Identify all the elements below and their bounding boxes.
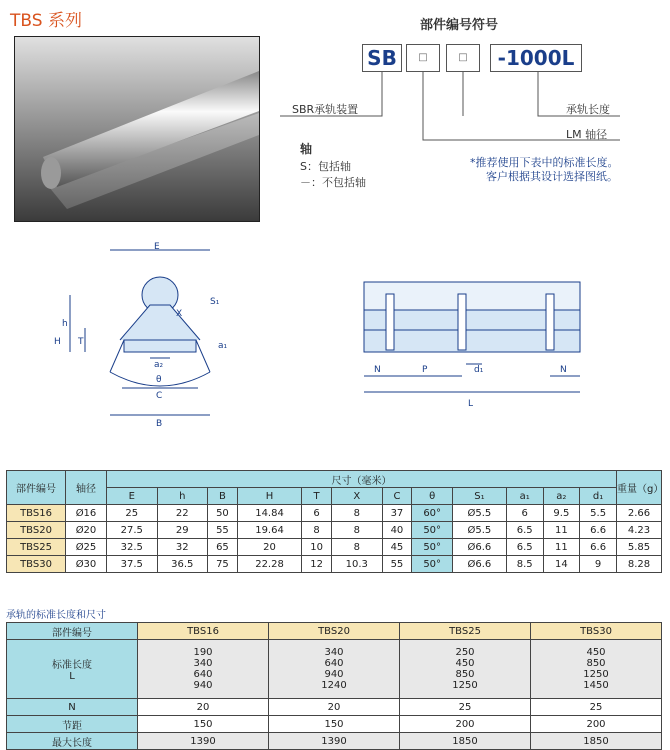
cell-value: 50° — [412, 539, 453, 556]
cell-value: 8 — [332, 522, 383, 539]
cell-value: 11 — [543, 522, 580, 539]
std-label-L: L — [69, 671, 75, 682]
th-col: a₁ — [506, 488, 543, 505]
code-heading: 部件编号符号 — [420, 18, 499, 33]
cell-value: 45 — [382, 539, 412, 556]
t2-std-value: 450 — [586, 647, 606, 658]
cell-axis: Ø20 — [66, 522, 107, 539]
t2-std-value: 190 — [193, 647, 213, 658]
t2-pitch-label: 节距 — [7, 716, 138, 733]
cell-value: 8 — [332, 505, 383, 522]
t2-std-value: 1450 — [583, 680, 609, 691]
t2-std-value: 640 — [193, 669, 213, 680]
cell-value: 19.64 — [237, 522, 301, 539]
t2-std-value: 450 — [455, 658, 475, 669]
t2-std-value: 1240 — [321, 680, 347, 691]
cell-value: Ø6.6 — [453, 556, 507, 573]
t2-std-value: 940 — [324, 669, 344, 680]
t2-std-cell — [531, 640, 662, 699]
th-col: h — [157, 488, 208, 505]
cell-value: 14.84 — [237, 505, 301, 522]
cell-value: 9 — [580, 556, 617, 573]
t2-std-value: 1250 — [583, 669, 609, 680]
cell-weight: 2.66 — [617, 505, 662, 522]
axis-title: 轴 — [300, 142, 313, 156]
dim-N-left: N — [374, 365, 381, 375]
cell-weight: 8.28 — [617, 556, 662, 573]
dim-L: L — [468, 399, 474, 409]
cell-value: 65 — [208, 539, 238, 556]
cell-value: 40 — [382, 522, 412, 539]
t2-max: 1850 — [400, 733, 531, 750]
th-col: T — [302, 488, 332, 505]
cell-value: 6.6 — [580, 539, 617, 556]
cell-value: 32 — [157, 539, 208, 556]
cell-value: 11 — [543, 539, 580, 556]
th-axis: 轴径 — [66, 471, 107, 505]
th-col: B — [208, 488, 238, 505]
cell-value: 27.5 — [107, 522, 158, 539]
cell-part: TBS20 — [7, 522, 66, 539]
th-col: H — [237, 488, 301, 505]
cell-weight: 4.23 — [617, 522, 662, 539]
page-title: TBS 系列 — [10, 11, 82, 31]
t2-std-cell — [138, 640, 269, 699]
cell-value: Ø5.5 — [453, 522, 507, 539]
note-2: 客户根据其设计选择图纸。 — [486, 170, 618, 183]
length-label: 承轨长度 — [566, 103, 610, 116]
cell-value: 6.6 — [580, 522, 617, 539]
cell-value: 10 — [302, 539, 332, 556]
th-dims: 尺寸（毫米） — [107, 471, 617, 488]
cell-value: 37.5 — [107, 556, 158, 573]
t2-max: 1850 — [531, 733, 662, 750]
cell-value: 55 — [382, 556, 412, 573]
th-col: X — [332, 488, 383, 505]
cell-value: 50 — [208, 505, 238, 522]
dim-S1: S₁ — [210, 297, 220, 307]
cell-value: 60° — [412, 505, 453, 522]
dim-d1: d₁ — [474, 365, 484, 375]
cell-value: 6 — [302, 505, 332, 522]
dim-C: C — [156, 391, 163, 401]
code-box-2: □ — [446, 44, 480, 72]
cell-value: 10.3 — [332, 556, 383, 573]
cell-value: 22 — [157, 505, 208, 522]
t2-std-value: 340 — [324, 647, 344, 658]
t2-std-value: 340 — [193, 658, 213, 669]
cell-value: 8.5 — [506, 556, 543, 573]
cell-value: 8 — [332, 539, 383, 556]
std-label-text: 标准长度 — [52, 660, 92, 671]
t2-pitch: 200 — [400, 716, 531, 733]
t2-std-cell — [400, 640, 531, 699]
cell-value: 36.5 — [157, 556, 208, 573]
dim-H: H — [54, 337, 61, 347]
t2-model: TBS25 — [400, 623, 531, 640]
dim-E: E — [154, 242, 160, 252]
t2-std-value: 850 — [586, 658, 606, 669]
cell-value: 50° — [412, 556, 453, 573]
dim-N-right: N — [560, 365, 567, 375]
t2-std-value: 640 — [324, 658, 344, 669]
dim-theta: θ — [156, 375, 162, 385]
cell-value: 8 — [302, 522, 332, 539]
dim-P: P — [422, 365, 428, 375]
axis-include: S：包括轴 — [300, 160, 351, 173]
cell-value: 37 — [382, 505, 412, 522]
th-col: d₁ — [580, 488, 617, 505]
dimension-table — [6, 470, 662, 573]
t2-std-value: 1250 — [452, 680, 478, 691]
t2-std-value: 250 — [455, 647, 475, 658]
t2-n: 25 — [531, 699, 662, 716]
t2-pitch: 200 — [531, 716, 662, 733]
dim-X: X — [176, 309, 183, 319]
cell-value: 6 — [506, 505, 543, 522]
cell-value: 6.5 — [506, 539, 543, 556]
cell-value: 5.5 — [580, 505, 617, 522]
t2-th-part: 部件编号 — [7, 623, 138, 640]
cell-value: 6.5 — [506, 522, 543, 539]
th-col: a₂ — [543, 488, 580, 505]
length-table — [6, 622, 662, 750]
cell-weight: 5.85 — [617, 539, 662, 556]
cell-part: TBS30 — [7, 556, 66, 573]
cell-axis: Ø25 — [66, 539, 107, 556]
t2-model: TBS30 — [531, 623, 662, 640]
table-row — [7, 505, 662, 522]
cell-value: 75 — [208, 556, 238, 573]
th-col: C — [382, 488, 412, 505]
lm-label: LM 轴径 — [566, 128, 608, 141]
sbr-label: SBR承轨装置 — [292, 103, 359, 116]
cell-value: 12 — [302, 556, 332, 573]
cell-value: 14 — [543, 556, 580, 573]
table-row — [7, 539, 662, 556]
table-row — [7, 556, 662, 573]
cell-value: 29 — [157, 522, 208, 539]
t2-std-value: 940 — [193, 680, 213, 691]
note-1: *推荐使用下表中的标准长度。 — [470, 156, 619, 169]
t2-model: TBS20 — [269, 623, 400, 640]
side-view-diagram — [356, 270, 586, 420]
t2-max: 1390 — [269, 733, 400, 750]
th-col: S₁ — [453, 488, 507, 505]
cell-value: 25 — [107, 505, 158, 522]
cell-value: 20 — [237, 539, 301, 556]
cell-value: 9.5 — [543, 505, 580, 522]
dim-h: h — [62, 319, 68, 329]
rail-image — [15, 37, 259, 221]
cell-axis: Ø16 — [66, 505, 107, 522]
section-title: 承轨的标准长度和尺寸 — [6, 610, 106, 621]
t2-n: 20 — [269, 699, 400, 716]
t2-std-value: 850 — [455, 669, 475, 680]
t2-n: 20 — [138, 699, 269, 716]
t2-n-label: N — [7, 699, 138, 716]
cell-axis: Ø30 — [66, 556, 107, 573]
dim-a1: a₁ — [218, 341, 228, 351]
t2-pitch: 150 — [138, 716, 269, 733]
axis-exclude: －：不包括轴 — [300, 176, 366, 189]
th-col: E — [107, 488, 158, 505]
th-weight: 重量（g） — [617, 471, 662, 505]
dim-T: T — [78, 337, 84, 347]
t2-model: TBS16 — [138, 623, 269, 640]
dim-a2: a₂ — [154, 360, 164, 370]
table-row — [7, 522, 662, 539]
t2-pitch: 150 — [269, 716, 400, 733]
code-sb: SB — [362, 44, 402, 72]
th-col: θ — [412, 488, 453, 505]
t2-n: 25 — [400, 699, 531, 716]
dim-B: B — [156, 419, 163, 429]
code-box-1: □ — [406, 44, 440, 72]
product-photo — [14, 36, 260, 222]
cell-part: TBS25 — [7, 539, 66, 556]
t2-max: 1390 — [138, 733, 269, 750]
cell-value: 50° — [412, 522, 453, 539]
cell-value: Ø6.6 — [453, 539, 507, 556]
code-length: -1000L — [490, 44, 582, 72]
cell-part: TBS16 — [7, 505, 66, 522]
cell-value: Ø5.5 — [453, 505, 507, 522]
t2-max-label: 最大长度 — [7, 733, 138, 750]
cross-section-diagram — [50, 240, 230, 440]
t2-std-cell — [269, 640, 400, 699]
cell-value: 32.5 — [107, 539, 158, 556]
cell-value: 55 — [208, 522, 238, 539]
th-part: 部件编号 — [7, 471, 66, 505]
t2-std-label — [7, 640, 138, 699]
cell-value: 22.28 — [237, 556, 301, 573]
